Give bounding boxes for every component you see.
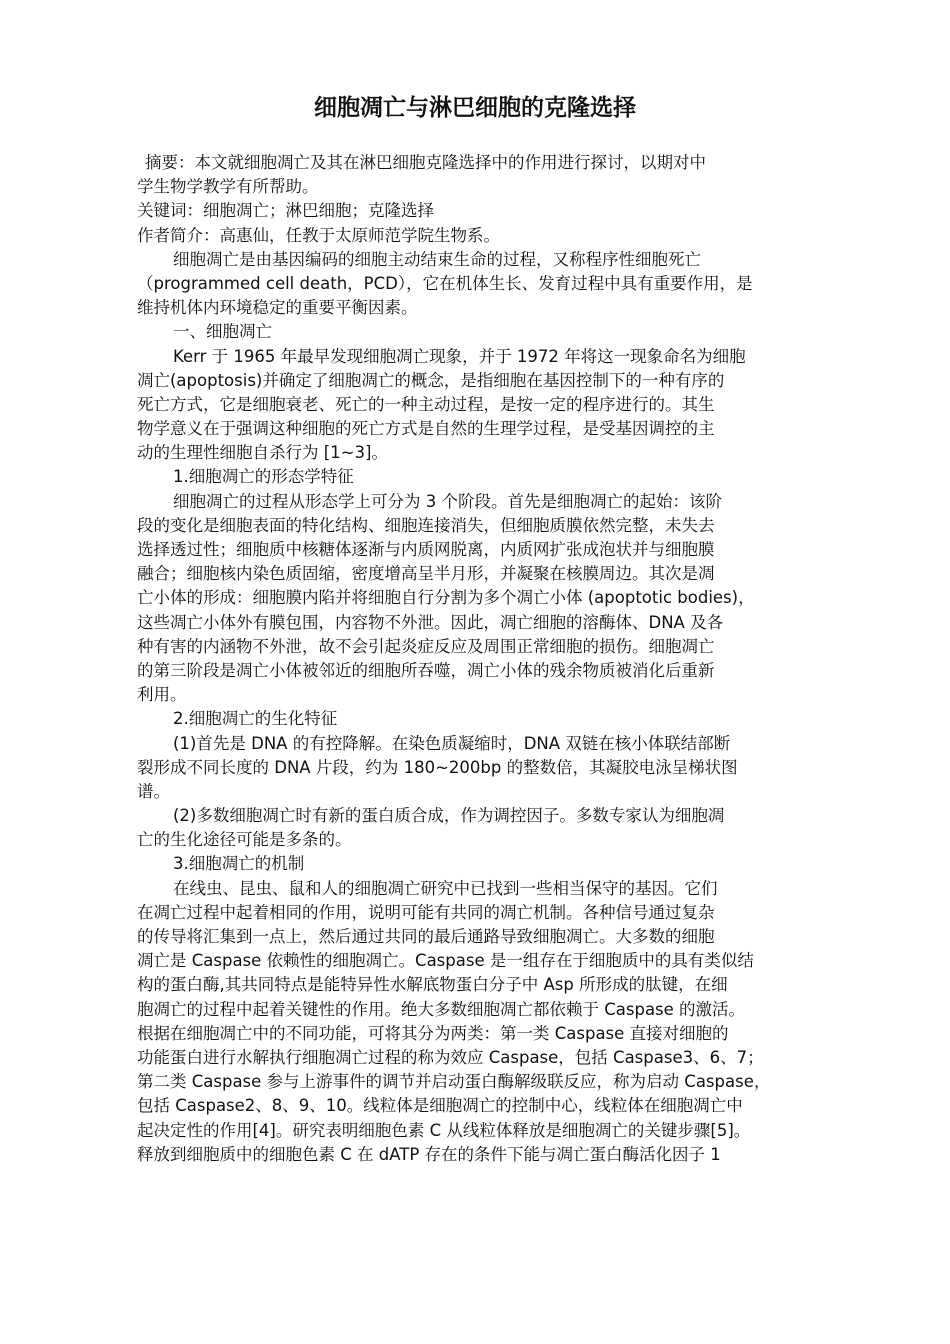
text-line: 物学意义在于强调这种细胞的死亡方式是自然的生理学过程，是受基因调控的主 bbox=[137, 419, 715, 439]
text-line: 3.细胞凋亡的机制 bbox=[173, 854, 305, 874]
text-line: 在线虫、昆虫、鼠和人的细胞凋亡研究中已找到一些相当保守的基因。它们 bbox=[173, 878, 718, 898]
text-line: 学生物学教学有所帮助。 bbox=[137, 177, 319, 197]
text-line: 胞凋亡的过程中起着关键性的作用。绝大多数细胞凋亡都依赖于 Caspase 的激活。 bbox=[137, 999, 746, 1019]
text-line: 构的蛋白酶,其共同特点是能特异性水解底物蛋白分子中 Asp 所形成的肽键，在细 bbox=[137, 975, 728, 995]
text-line: 细胞凋亡是由基因编码的细胞主动结束生命的过程，又称程序性细胞死亡 bbox=[173, 249, 701, 269]
text-line: 一、细胞凋亡 bbox=[173, 322, 272, 342]
text-line: 亡的生化途径可能是多条的。 bbox=[137, 830, 352, 850]
document-body bbox=[137, 151, 827, 1167]
text-line: (1)首先是 DNA 的有控降解。在染色质凝缩时，DNA 双链在核小体联结部断 bbox=[173, 733, 731, 753]
text-line: 摘要：本文就细胞凋亡及其在淋巴细胞克隆选择中的作用进行探讨，以期对中 bbox=[145, 153, 706, 172]
text-line: 第二类 Caspase 参与上游事件的调节并启动蛋白酶解级联反应，称为启动 Caspase， bbox=[137, 1072, 771, 1092]
text-line: 起决定性的作用[4]。研究表明细胞色素 C 从线粒体释放是细胞凋亡的关键步骤[5]。 bbox=[137, 1120, 751, 1140]
text-line: 在凋亡过程中起着相同的作用，说明可能有共同的凋亡机制。各种信号通过复杂 bbox=[137, 902, 715, 922]
text-line: 根据在细胞凋亡中的不同功能，可将其分为两类：第一类 Caspase 直接对细胞的 bbox=[137, 1023, 729, 1043]
text-line: Kerr 于 1965 年最早发现细胞凋亡现象，并于 1972 年将这一现象命名为细胞 bbox=[173, 346, 746, 366]
text-line: 裂形成不同长度的 DNA 片段，约为 180~200bp 的整数倍，其凝胶电泳呈梯状图 bbox=[137, 757, 738, 777]
text-line: 选择透过性；细胞质中核糖体逐渐与内质网脱离，内质网扩张成泡状并与细胞膜 bbox=[137, 540, 715, 559]
text-line: 种有害的内涵物不外泄，故不会引起炎症反应及周围正常细胞的损伤。细胞凋亡 bbox=[137, 636, 715, 656]
text-line: 作者简介：高惠仙，任教于太原师范学院生物系。 bbox=[137, 225, 500, 245]
text-line: 谱。 bbox=[137, 781, 170, 801]
text-line: 包括 Caspase2、8、9、10。线粒体是细胞凋亡的控制中心，线粒体在细胞凋亡中 bbox=[137, 1096, 743, 1116]
text-line: 的第三阶段是凋亡小体被邻近的细胞所吞噬，凋亡小体的残余物质被消化后重新 bbox=[137, 660, 715, 680]
text-line: 这些凋亡小体外有膜包围，内容物不外泄。因此，凋亡细胞的溶酶体、DNA 及各 bbox=[137, 612, 724, 632]
text-line: （programmed cell death，PCD），它在机体生长、发育过程中具有重要作用，是 bbox=[137, 273, 753, 293]
text-line: 维持机体内环境稳定的重要平衡因素。 bbox=[137, 298, 418, 318]
text-line: 细胞凋亡的过程从形态学上可分为 3 个阶段。首先是细胞凋亡的起始：该阶 bbox=[173, 491, 722, 511]
text-line: 功能蛋白进行水解执行细胞凋亡过程的称为效应 Caspase，包括 Caspase3、6、7； bbox=[137, 1047, 764, 1067]
text-line: 亡小体的形成：细胞膜内陷并将细胞自行分割为多个凋亡小体 (apoptotic bodies)， bbox=[137, 588, 755, 608]
text-line: 利用。 bbox=[137, 685, 187, 705]
text-line: 死亡方式，它是细胞衰老、死亡的一种主动过程，是按一定的程序进行的。其生 bbox=[137, 394, 715, 414]
text-line: 关键词：细胞凋亡；淋巴细胞；克隆选择 bbox=[137, 201, 434, 221]
text-line: 动的生理性细胞自杀行为 [1~3]。 bbox=[137, 443, 388, 463]
text-line: 的传导将汇集到一点上，然后通过共同的最后通路导致细胞凋亡。大多数的细胞 bbox=[137, 927, 715, 946]
text-line: 凋亡是 Caspase 依赖性的细胞凋亡。Caspase 是一组存在于细胞质中的具有类似结 bbox=[137, 951, 754, 971]
document-title: 细胞凋亡与淋巴细胞的克隆选择 bbox=[314, 95, 636, 121]
text-line: 1.细胞凋亡的形态学特征 bbox=[173, 467, 354, 487]
text-line: 释放到细胞质中的细胞色素 C 在 dATP 存在的条件下能与凋亡蛋白酶活化因子 1 bbox=[137, 1144, 721, 1164]
text-line: 凋亡(apoptosis)并确定了细胞凋亡的概念，是指细胞在基因控制下的一种有序的 bbox=[137, 370, 725, 390]
text-line: 段的变化是细胞表面的特化结构、细胞连接消失，但细胞质膜依然完整，未失去 bbox=[137, 515, 715, 535]
text-line: 融合；细胞核内染色质固缩，密度增高呈半月形，并凝聚在核膜周边。其次是凋 bbox=[137, 564, 715, 584]
text-line: (2)多数细胞凋亡时有新的蛋白质合成，作为调控因子。多数专家认为细胞凋 bbox=[173, 806, 725, 826]
text-line: 2.细胞凋亡的生化特征 bbox=[173, 709, 338, 729]
